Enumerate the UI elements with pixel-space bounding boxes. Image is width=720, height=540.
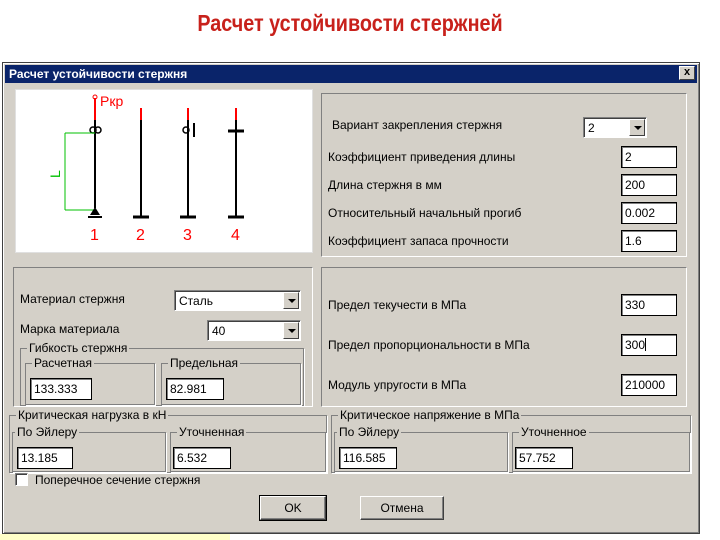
initial-deflection-label: Относительный начальный прогиб [328,206,522,220]
calc-slenderness-field[interactable]: 133.333 [30,378,92,400]
proportional-limit-label: Предел пропорциональности в МПа [328,338,530,352]
rod-length-field[interactable]: 200 [621,174,677,196]
length-label: L [47,170,63,178]
refined-load-box [170,425,326,472]
chevron-down-icon[interactable] [629,119,645,136]
calc-slenderness-box [25,356,155,405]
elastic-modulus-field[interactable]: 210000 [621,374,677,396]
limit-slenderness-box [161,356,301,405]
material-panel [13,267,313,407]
support-number-3: 3 [183,227,192,244]
stability-dialog [2,62,700,534]
euler-stress-label: По Эйлеру [339,425,400,439]
highlight-strip [0,534,230,540]
euler-stress-field[interactable]: 116.585 [339,447,397,469]
initial-deflection-field[interactable]: 0.002 [621,202,677,224]
limit-slenderness-label: Предельная [170,356,239,370]
support-diagram [15,89,313,253]
refined-load-field[interactable]: 6.532 [173,447,231,469]
rod-3-scheme [180,108,196,217]
refined-stress-field[interactable]: 57.752 [515,447,573,469]
support-number-4: 4 [231,227,240,244]
rod-params-panel [321,93,687,257]
safety-factor-field[interactable]: 1.6 [621,230,677,252]
support-number-1: 1 [90,227,99,244]
material-label: Материал стержня [20,292,125,306]
material-select[interactable] [174,290,301,311]
length-coef-label: Коэффициент приведения длины [328,150,516,164]
slenderness-group [20,341,304,406]
slide-title: Расчет устойчивости стержней [197,10,503,36]
rod-length-label: Длина стержня в мм [328,178,442,192]
safety-factor-label: Коэффициент запаса прочности [328,234,509,248]
critical-stress-group [331,408,691,473]
critical-load-group [9,408,327,473]
grade-value: 40 [212,324,226,338]
cancel-button[interactable]: Отмена [360,496,444,520]
calc-slenderness-label: Расчетная [34,356,92,370]
euler-stress-box [334,425,508,472]
chevron-down-icon[interactable] [283,322,299,339]
support-variant-label: Вариант закрепления стержня [332,118,503,132]
euler-load-field[interactable]: 13.185 [17,447,73,469]
critical-stress-label: Критическое напряжение в МПа [340,408,520,422]
elastic-modulus-label: Модуль упругости в МПа [328,378,467,392]
material-properties-panel [321,267,687,407]
rod-1-scheme [65,95,102,217]
grade-label: Марка материала [20,322,120,336]
slenderness-group-label: Гибкость стержня [29,341,128,355]
yield-strength-label: Предел текучести в МПа [328,298,467,312]
proportional-limit-value: 300 [625,338,646,352]
grade-select[interactable] [207,320,301,341]
force-label: Pкр [100,93,124,109]
chevron-down-icon[interactable] [283,292,299,309]
refined-load-label: Уточненная [179,425,245,439]
window-title: Расчет устойчивости стержня [9,67,188,81]
rod-4-scheme [228,108,244,217]
support-schemes-svg [16,90,314,254]
cross-section-checkbox[interactable] [15,473,28,486]
material-value: Сталь [179,294,213,308]
euler-load-box [12,425,166,472]
window-titlebar[interactable] [5,65,697,83]
text-caret [645,338,646,351]
close-button[interactable]: x [679,66,695,80]
refined-stress-box [512,425,690,472]
support-number-2: 2 [136,227,145,244]
ok-button[interactable]: OK [260,496,326,520]
support-variant-value: 2 [588,121,595,135]
length-coef-field[interactable]: 2 [621,146,677,168]
limit-slenderness-field[interactable]: 82.981 [166,378,224,400]
euler-load-label: По Эйлеру [17,425,78,439]
cross-section-label: Поперечное сечение стержня [35,473,201,487]
critical-load-label: Критическая нагрузка в кН [18,408,167,422]
yield-strength-field[interactable]: 330 [621,294,677,316]
proportional-limit-field[interactable] [621,334,677,356]
support-variant-select[interactable] [583,117,647,138]
pin-support-1 [90,207,100,215]
refined-stress-label: Уточненное [521,425,587,439]
rod-2-scheme [133,108,149,217]
